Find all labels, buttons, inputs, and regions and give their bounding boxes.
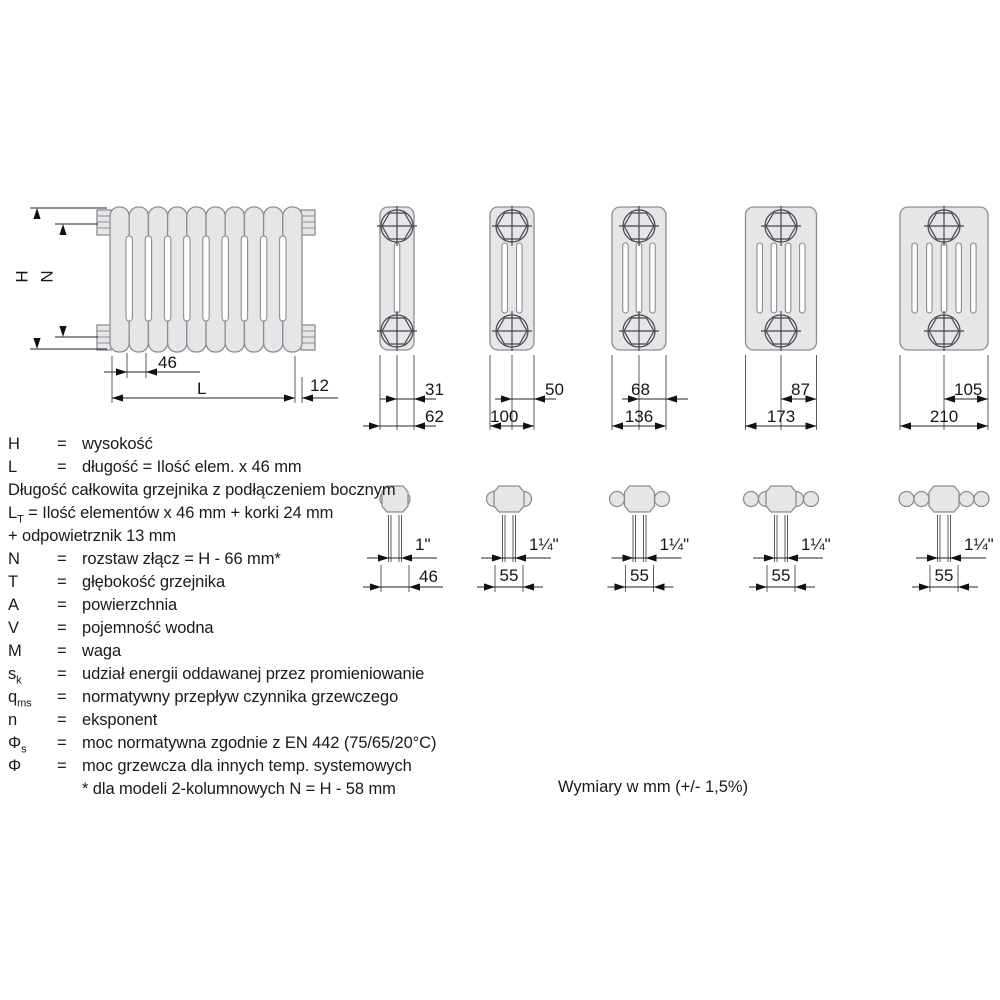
legend-eq: = xyxy=(57,711,67,729)
arrowhead xyxy=(666,395,677,402)
arrowhead xyxy=(33,338,40,349)
legend-eq: = xyxy=(57,596,67,614)
element-gap xyxy=(280,236,286,321)
arrowhead xyxy=(958,583,969,590)
legend-sym: V xyxy=(8,619,19,637)
section-slot xyxy=(757,243,763,313)
legend-eq: = xyxy=(57,665,67,683)
legend-row xyxy=(8,642,122,661)
section-slot xyxy=(941,243,947,313)
element-gap xyxy=(145,236,151,321)
element-gap xyxy=(260,236,266,321)
legend-eq: = xyxy=(57,619,67,637)
legend-text: wysokość xyxy=(82,435,153,453)
legend-row xyxy=(8,550,281,569)
dim-label: 1" xyxy=(415,535,431,554)
arrowhead xyxy=(919,583,930,590)
legend-row xyxy=(8,458,302,477)
dim-label: 68 xyxy=(631,380,650,399)
arrowhead xyxy=(655,422,666,429)
arrowhead xyxy=(787,554,798,561)
arrowhead xyxy=(414,422,425,429)
dim-label: 1¼" xyxy=(801,535,831,554)
cross-section-3col xyxy=(490,206,534,351)
legend-sym: L xyxy=(8,458,18,476)
dim-label: 1¼" xyxy=(964,535,994,554)
legend-part: * dla modeli 2-kolumnowych N = H - 58 mm xyxy=(82,780,396,798)
section-slot xyxy=(517,243,523,313)
arrowhead xyxy=(646,554,657,561)
tube-end xyxy=(744,492,759,507)
arrowhead xyxy=(950,554,961,561)
legend-text: udział energii oddawanej przez promieniowanie xyxy=(82,665,425,683)
arrowhead xyxy=(977,422,988,429)
dim-label: 1¼" xyxy=(529,535,559,554)
arrowhead xyxy=(378,554,389,561)
legend-sym: T xyxy=(8,573,18,591)
legend-part: s xyxy=(21,743,27,756)
legend-eq: = xyxy=(57,642,67,660)
arrowhead xyxy=(806,422,817,429)
dim-label: 50 xyxy=(545,380,564,399)
arrowhead xyxy=(116,368,127,375)
legend-sym: Φ xyxy=(8,734,22,752)
hex-nut xyxy=(929,486,959,512)
arrowhead xyxy=(33,208,40,219)
section-slot xyxy=(971,243,977,313)
legend-sym: Φ xyxy=(8,757,22,775)
tube-end xyxy=(804,492,819,507)
dim-label: 100 xyxy=(490,407,519,426)
element-gap xyxy=(222,236,228,321)
arrowhead xyxy=(284,394,295,401)
units-note: Wymiary w mm (+/- 1,5%) xyxy=(558,778,749,796)
dim-label: 55 xyxy=(934,566,954,585)
legend-text: rozstaw złącz = H - 66 mm* xyxy=(82,550,281,568)
dim-label: 46 xyxy=(419,567,438,586)
cross-section-5col xyxy=(746,206,817,351)
arrowhead xyxy=(370,583,381,590)
legend-eq: = xyxy=(57,435,67,453)
legend-sym: n xyxy=(8,711,18,729)
dim-label: 12 xyxy=(310,376,329,395)
top-view-3col xyxy=(487,486,532,512)
tube-end xyxy=(899,492,914,507)
arrowhead xyxy=(900,422,911,429)
arrowhead xyxy=(654,583,665,590)
tube-end xyxy=(959,492,974,507)
legend-sym: H xyxy=(8,435,20,453)
section-slot xyxy=(927,243,933,313)
tube-end xyxy=(655,492,670,507)
legend-text: eksponent xyxy=(82,711,158,729)
legend-row xyxy=(82,780,396,799)
legend-part: = Ilość elementów x 46 mm + korki 24 mm xyxy=(23,504,334,522)
arrowhead xyxy=(59,326,66,337)
legend-sym: M xyxy=(8,642,22,660)
legend-row xyxy=(8,573,226,592)
dim-label: 87 xyxy=(791,380,810,399)
legend-text: pojemność wodna xyxy=(82,619,214,637)
arrowhead xyxy=(534,395,545,402)
section-slot xyxy=(394,243,400,313)
legend-eq: = xyxy=(57,734,67,752)
arrowhead xyxy=(623,554,634,561)
legend-eq: = xyxy=(57,757,67,775)
cross-section-2col xyxy=(377,206,417,351)
legend-text: waga xyxy=(82,642,122,660)
legend-text: normatywny przepływ czynnika grzewczego xyxy=(82,688,399,706)
dim-label: 55 xyxy=(630,566,649,585)
dim-label: 46 xyxy=(158,353,177,372)
legend-eq: = xyxy=(57,458,67,476)
dim-label: 31 xyxy=(425,380,444,399)
hex-nut xyxy=(494,486,524,512)
legend-part: Długość całkowita grzejnika z podłączeniem bocznym xyxy=(8,481,396,499)
legend-row xyxy=(8,527,176,546)
legend-eq: = xyxy=(57,550,67,568)
section-slot xyxy=(650,243,656,313)
arrowhead xyxy=(386,395,397,402)
element-gap xyxy=(184,236,190,321)
legend-part: T xyxy=(17,513,24,526)
element-gap xyxy=(164,236,170,321)
arrowhead xyxy=(795,583,806,590)
legend-sym: L xyxy=(8,504,18,522)
legend-row xyxy=(8,711,158,730)
legend-part: k xyxy=(16,674,22,687)
arrowhead xyxy=(764,554,775,561)
dim-label: 136 xyxy=(624,407,654,426)
arrowhead xyxy=(302,394,313,401)
dim-label: 62 xyxy=(425,407,444,426)
legend-sym: A xyxy=(8,596,19,614)
arrowhead xyxy=(501,395,512,402)
legend-text: głębokość grzejnika xyxy=(82,573,226,591)
arrowhead xyxy=(515,554,526,561)
dim-label: 55 xyxy=(499,566,519,585)
arrowhead xyxy=(615,583,626,590)
arrowhead xyxy=(59,224,66,235)
dim-label: H xyxy=(12,270,32,283)
arrowhead xyxy=(146,368,157,375)
section-slot xyxy=(800,243,806,313)
legend-row xyxy=(8,619,214,638)
arrowhead xyxy=(414,395,425,402)
dim-label: 105 xyxy=(954,380,983,399)
top-view-6col xyxy=(899,486,989,512)
dim-label: 173 xyxy=(766,407,796,426)
dim-label: 1¼" xyxy=(659,535,690,554)
arrowhead xyxy=(523,583,534,590)
section-slot xyxy=(636,243,642,313)
arrowhead xyxy=(112,394,123,401)
legend-eq: = xyxy=(57,573,67,591)
dim-label: N xyxy=(37,270,57,283)
arrowhead xyxy=(484,583,495,590)
legend-sym: N xyxy=(8,550,20,568)
arrowhead xyxy=(492,554,503,561)
arrowhead xyxy=(746,422,757,429)
element-gap xyxy=(203,236,209,321)
legend-text: moc grzewcza dla innych temp. systemowych xyxy=(82,757,412,775)
element-gap xyxy=(126,236,132,321)
legend-row xyxy=(8,665,425,687)
arrowhead xyxy=(927,554,938,561)
legend-row xyxy=(8,757,412,776)
legend-row xyxy=(8,688,399,710)
legend-eq: = xyxy=(57,688,67,706)
arrowhead xyxy=(612,422,623,429)
hex-nut xyxy=(625,486,655,512)
tube-end xyxy=(610,492,625,507)
top-view-5col xyxy=(744,486,819,512)
legend-row xyxy=(8,435,153,454)
hex-nut xyxy=(766,486,796,512)
element-gap xyxy=(241,236,247,321)
legend-text: moc normatywna zgodnie z EN 442 (75/65/20°C) xyxy=(82,734,437,752)
legend-sym: q xyxy=(8,688,18,706)
arrowhead xyxy=(756,583,767,590)
section-slot xyxy=(912,243,918,313)
front-view-radiator xyxy=(97,207,315,352)
top-view-4col xyxy=(610,486,670,512)
cross-section-6col xyxy=(900,206,988,351)
cross-section-4col xyxy=(612,206,666,351)
section-slot xyxy=(956,243,962,313)
tube-end xyxy=(914,492,929,507)
arrowhead xyxy=(523,422,534,429)
legend-row xyxy=(8,481,396,500)
legend-text: powierzchnia xyxy=(82,596,178,614)
legend-sym: s xyxy=(8,665,17,683)
legend-row xyxy=(8,504,334,526)
legend-part: ms xyxy=(17,697,32,710)
arrowhead xyxy=(401,554,412,561)
section-slot xyxy=(785,243,791,313)
dim-label: L xyxy=(197,379,207,398)
legend-row xyxy=(8,596,178,615)
dim-label: 55 xyxy=(771,566,791,585)
legend-part: + odpowietrznik 13 mm xyxy=(8,527,177,545)
arrowhead xyxy=(369,422,380,429)
section-slot xyxy=(623,243,629,313)
legend-text: długość = Ilość elem. x 46 mm xyxy=(82,458,302,476)
tube-end xyxy=(974,492,989,507)
dim-label: 210 xyxy=(929,407,959,426)
section-slot xyxy=(502,243,508,313)
section-slot xyxy=(771,243,777,313)
legend-row xyxy=(8,734,437,756)
